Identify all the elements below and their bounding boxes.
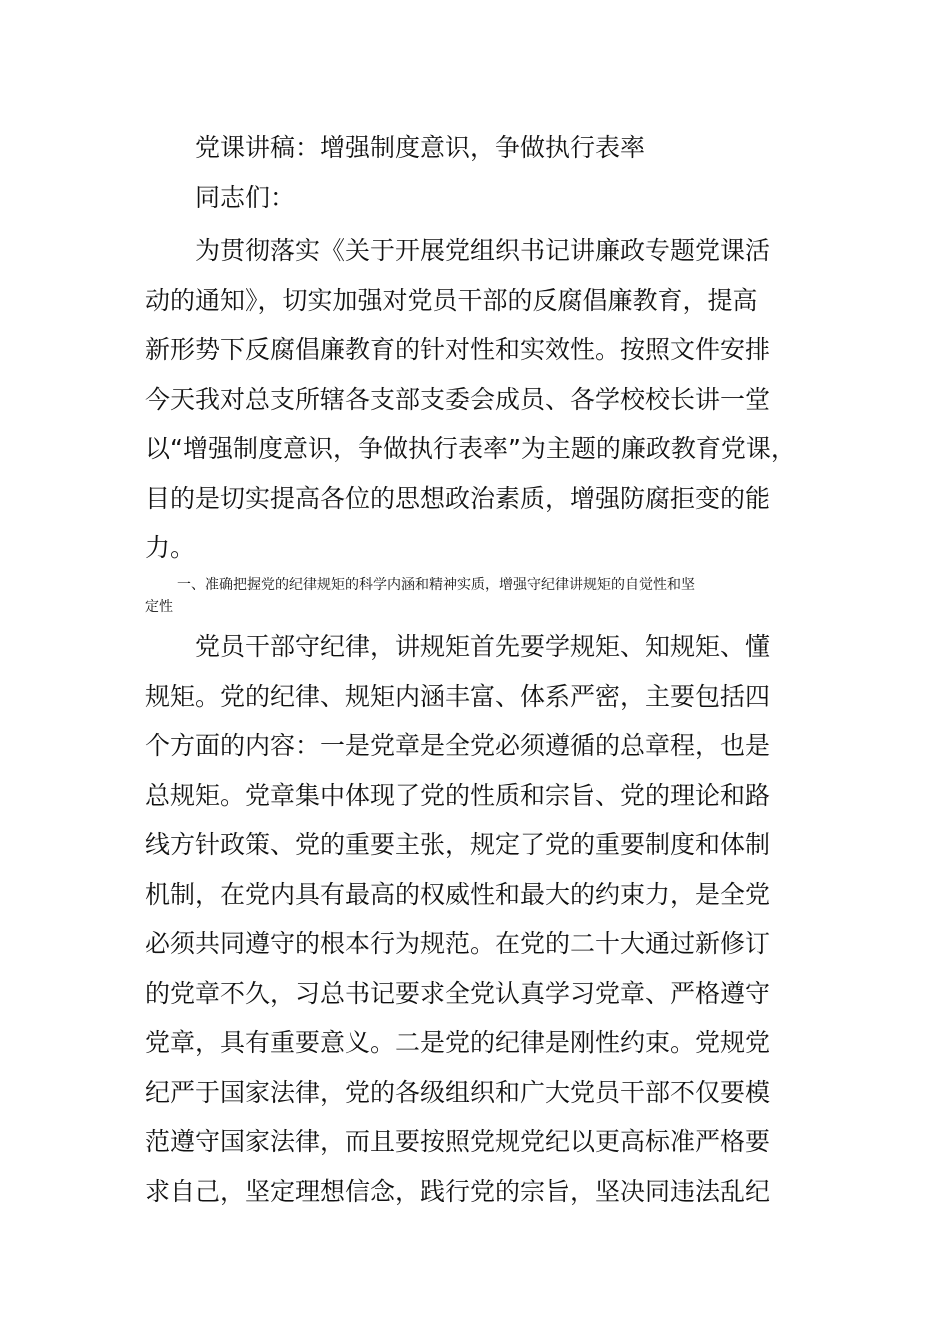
body-line: 范遵守国家法律，而且要按照党规党纪以更高标准严格要	[145, 1127, 771, 1156]
intro-paragraph	[145, 226, 825, 573]
intro-line: 为贯彻落实《关于开展党组织书记讲廉政专题党课活	[195, 236, 771, 265]
intro-line: 以“增强制度意识，争做执行表率”为主题的廉政教育党课，	[145, 434, 796, 463]
section-heading-line: 定性	[145, 599, 173, 615]
body-line: 求自己，坚定理想信念，践行党的宗旨，坚决同违法乱纪	[145, 1176, 771, 1206]
body-paragraph	[145, 622, 825, 1216]
section-heading-line: 一、准确把握党的纪律规矩的科学内涵和精神实质，增强守纪律讲规矩的自觉性和坚	[177, 577, 695, 593]
body-line: 必须共同遵守的根本行为规范。在党的二十大通过新修订	[145, 929, 771, 958]
intro-line: 动的通知》，切实加强对党员干部的反腐倡廉教育，提高	[145, 285, 758, 315]
intro-line: 目的是切实提高各位的思想政治素质，增强防腐拒变的能	[145, 483, 771, 513]
body-line: 规矩。党的纪律、规矩内涵丰富、体系严密，主要包括四	[145, 681, 771, 711]
body-line: 党章，具有重要意义。二是党的纪律是刚性约束。党规党	[145, 1028, 771, 1057]
intro-line: 力。	[145, 533, 196, 562]
salutation: 同志们：	[195, 183, 296, 212]
body-line: 机制，在党内具有最高的权威性和最大的约束力，是全党	[145, 879, 771, 909]
body-line: 党员干部守纪律，讲规矩首先要学规矩、知规矩、懂	[195, 632, 771, 661]
body-line: 纪严于国家法律，党的各级组织和广大党员干部不仅要模	[145, 1077, 771, 1107]
intro-line: 新形势下反腐倡廉教育的针对性和实效性。按照文件安排	[145, 335, 771, 364]
body-line: 个方面的内容：一是党章是全党必须遵循的总章程，也是	[145, 731, 771, 760]
intro-line: 今天我对总支所辖各支部支委会成员、各学校校长讲一堂	[145, 384, 771, 414]
body-line: 的党章不久，习总书记要求全党认真学习党章、严格遵守	[145, 978, 771, 1008]
body-line: 线方针政策、党的重要主张，规定了党的重要制度和体制	[145, 830, 771, 859]
section-heading	[145, 574, 825, 618]
document-title: 党课讲稿：增强制度意识，争做执行表率	[195, 133, 646, 162]
body-line: 总规矩。党章集中体现了党的性质和宗旨、党的理论和路	[145, 780, 771, 810]
